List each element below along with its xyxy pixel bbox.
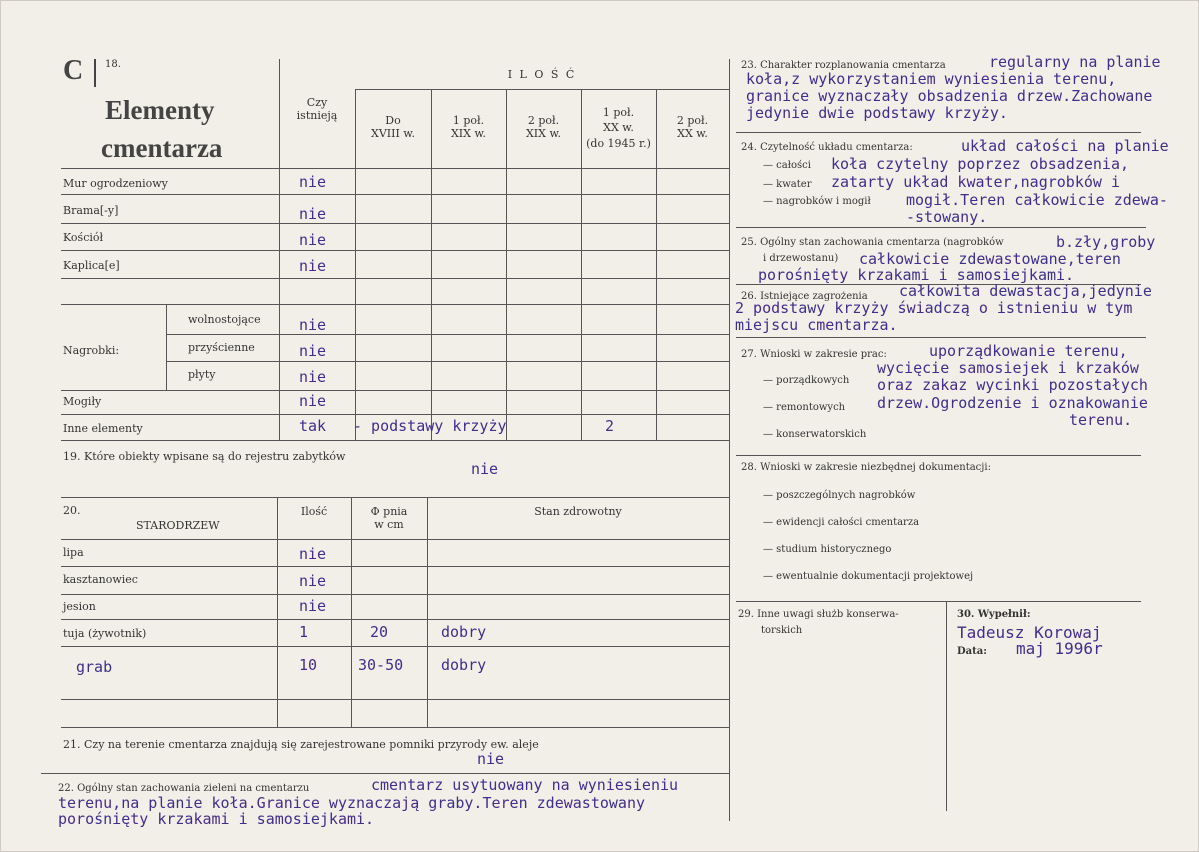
divider	[61, 497, 729, 498]
col-period: 1 poł. XX w. (do 1945 r.)	[586, 106, 651, 150]
divider	[656, 89, 657, 440]
tree-state: dobry	[441, 656, 487, 674]
s28-item: — poszczególnych nagrobków	[763, 490, 916, 501]
divider	[736, 601, 1141, 602]
divider	[61, 168, 729, 169]
col-period: 2 poł. XIX w.	[525, 114, 562, 141]
divider	[355, 89, 729, 90]
s29-label: 29. Inne uwagi służb konserwa-	[738, 609, 899, 620]
divider	[166, 304, 167, 390]
row-label: wolnostojące	[188, 313, 261, 326]
row-value: tak	[299, 417, 327, 435]
s28-label: 28. Wnioski w zakresie niezbędnej dokumentacji:	[741, 462, 991, 473]
s27-sub: — konserwatorskich	[763, 429, 867, 440]
row-label: przyścienne	[188, 341, 255, 354]
divider	[94, 59, 96, 87]
divider	[166, 334, 729, 335]
s23-text: regularny na planie	[989, 53, 1161, 71]
divider	[506, 89, 507, 440]
row-label: Kościół	[63, 231, 104, 244]
s24-text: układ całości na planie	[961, 137, 1169, 155]
row-label: Nagrobki:	[63, 344, 120, 357]
divider	[61, 440, 729, 441]
s23-text: koła,z wykorzystaniem wyniesienia terenu,	[746, 70, 1117, 88]
s27-text: uporządkowanie terenu,	[929, 342, 1128, 360]
card-letter: C	[63, 55, 84, 86]
col-ilosc: I L O Ś Ć	[507, 68, 577, 81]
s22-label: 22. Ogólny stan zachowania zieleni na cmentarzu	[58, 783, 310, 794]
divider	[431, 89, 432, 440]
s20-col-pien: Φ pnia w cm	[370, 505, 408, 532]
divider	[736, 227, 1146, 228]
card-number: 18.	[105, 59, 121, 70]
s24-label: 24. Czytelność układu cmentarza:	[741, 142, 913, 153]
divider	[427, 497, 428, 727]
row-label: Mur ogrodzeniowy	[63, 177, 168, 190]
tree-name: lipa	[63, 546, 84, 559]
row-desc: - podstawy krzyży	[353, 417, 507, 435]
row-value: nie	[299, 316, 327, 334]
s27-sub: — porządkowych	[763, 375, 850, 386]
s26-text: miejscu cmentarza.	[735, 316, 898, 334]
s26-label: 26. Istniejące zagrożenia	[741, 291, 868, 302]
s29-label: torskich	[761, 625, 803, 636]
row-label: Kaplica[e]	[63, 259, 120, 272]
s24-text: mogił.Teren całkowicie zdewa-	[906, 191, 1168, 209]
s28-item: — studium historycznego	[763, 544, 892, 555]
s27-text: wycięcie samosiejek i krzaków	[877, 359, 1139, 377]
row-label: Inne elementy	[63, 422, 143, 435]
s30-label: 30. Wypełnił:	[957, 609, 1031, 620]
divider	[61, 304, 729, 305]
divider	[61, 646, 729, 647]
s20-col-stan: Stan zdrowotny	[534, 505, 622, 518]
divider	[736, 337, 1146, 338]
s24-text: koła czytelny poprzez obsadzenia,	[831, 155, 1130, 173]
divider	[61, 390, 729, 391]
s28-item: — ewidencji całości cmentarza	[763, 517, 920, 528]
s24-text: zatarty układ kwater,nagrobków i	[831, 173, 1120, 191]
s30-date-label: Data:	[957, 646, 987, 657]
row-value: nie	[299, 368, 327, 386]
card-title: cmentarza	[101, 133, 223, 163]
divider	[61, 414, 729, 415]
divider	[61, 619, 729, 620]
divider	[61, 727, 729, 728]
row-label: Brama[-y]	[63, 204, 119, 217]
divider	[61, 594, 729, 595]
s19-value: nie	[471, 460, 499, 478]
row-value: nie	[299, 392, 327, 410]
tree-name: tuja (żywotnik)	[63, 627, 147, 640]
s24-text: -stowany.	[906, 208, 988, 226]
divider	[355, 89, 356, 440]
s20-num: 20.	[63, 504, 81, 517]
tree-state: dobry	[441, 623, 487, 641]
tree-diam: 20	[370, 623, 389, 641]
divider	[351, 497, 352, 727]
divider	[736, 132, 1141, 133]
s20-title: STARODRZEW	[136, 519, 220, 532]
row-value: nie	[299, 231, 327, 249]
col-period: 2 poł. XX w.	[676, 114, 709, 141]
divider	[729, 59, 730, 821]
divider	[61, 699, 729, 700]
divider	[61, 223, 729, 224]
s21-value: nie	[477, 750, 505, 768]
s22-text: cmentarz usytuowany na wyniesieniu	[371, 776, 679, 794]
divider	[61, 250, 729, 251]
s30-date: maj 1996r	[1016, 639, 1103, 658]
s30-name: Tadeusz Korowaj	[957, 623, 1102, 642]
s27-text: oraz zakaz wycinki pozostałych	[877, 376, 1148, 394]
divider	[277, 497, 278, 727]
divider	[61, 278, 729, 279]
tree-qty: nie	[299, 572, 327, 590]
s27-label: 27. Wnioski w zakresie prac:	[741, 349, 887, 360]
col-period: 1 poł. XIX w.	[450, 114, 487, 141]
row-value: nie	[299, 173, 327, 191]
s27-sub: — remontowych	[763, 402, 846, 413]
s24-sub: — kwater	[763, 179, 812, 190]
s23-text: granice wyznaczały obsadzenia drzew.Zachowane	[746, 87, 1153, 105]
s23-text: jedynie dwie podstawy krzyży.	[746, 104, 1008, 122]
s27-text: terenu.	[1069, 411, 1133, 429]
row-count: 2	[605, 417, 615, 435]
tree-qty: nie	[299, 597, 327, 615]
s24-sub: — całości	[763, 160, 811, 171]
divider	[946, 601, 947, 811]
divider	[61, 194, 729, 195]
card-title: Elementy	[105, 95, 215, 125]
row-label: płyty	[188, 368, 216, 381]
s28-item: — ewentualnie dokumentacji projektowej	[763, 571, 974, 582]
s25-text: b.zły,groby	[1056, 233, 1156, 251]
tree-name: kasztanowiec	[63, 573, 138, 586]
tree-qty: 1	[299, 623, 309, 641]
s21-label: 21. Czy na terenie cmentarza znajdują się zarejestrowane pomniki przyrody ew. aleje	[63, 738, 539, 751]
s25-label: 25. Ogólny stan zachowania cmentarza (nagrobków	[741, 237, 1004, 248]
s25-text: całkowicie zdewastowane,teren	[859, 250, 1121, 268]
s22-text: porośnięty krzakami i samosiejkami.	[58, 810, 375, 828]
s22-text: terenu,na planie koła.Granice wyznaczają graby.Teren zdewastowany	[58, 794, 645, 812]
row-value: nie	[299, 205, 327, 223]
row-label: Mogiły	[63, 395, 102, 408]
s27-text: drzew.Ogrodzenie i oznakowanie	[877, 394, 1148, 412]
divider	[736, 455, 1141, 456]
tree-diam: 30-50	[358, 656, 404, 674]
s20-col-ilosc: Ilość	[300, 505, 328, 518]
col-czy-istnieja: Czy istnieją	[296, 96, 338, 123]
row-value: nie	[299, 257, 327, 275]
divider	[61, 566, 729, 567]
s25-text: porośnięty krzakami i samosiejkami.	[758, 266, 1075, 284]
divider	[41, 773, 729, 774]
tree-qty: nie	[299, 545, 327, 563]
s24-sub: — nagrobków i mogił	[763, 196, 871, 207]
s19-label: 19. Które obiekty wpisane są do rejestru zabytków	[63, 450, 346, 463]
s26-text: 2 podstawy krzyży świadczą o istnieniu w tym	[735, 299, 1133, 317]
tree-name: jesion	[63, 600, 96, 613]
s23-label: 23. Charakter rozplanowania cmentarza	[741, 60, 946, 71]
row-value: nie	[299, 342, 327, 360]
divider	[61, 539, 729, 540]
col-period: Do XVIII w.	[371, 114, 415, 141]
s25-label: i drzewostanu)	[763, 253, 839, 264]
s26-text: całkowita dewastacja,jedynie	[899, 282, 1152, 300]
tree-qty: 10	[299, 656, 318, 674]
tree-name: grab	[76, 658, 113, 676]
divider	[166, 361, 729, 362]
